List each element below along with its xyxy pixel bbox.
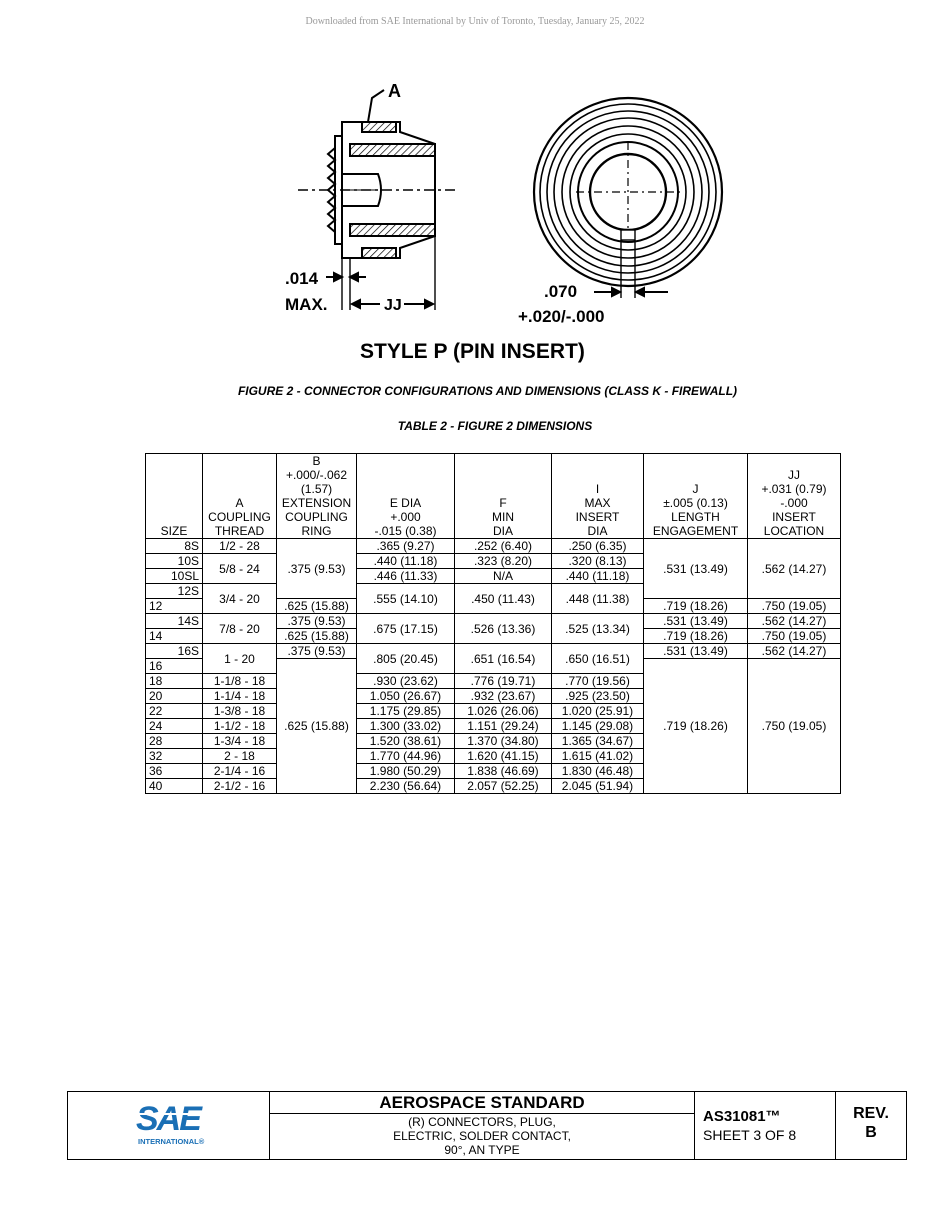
figure-caption: FIGURE 2 - CONNECTOR CONFIGURATIONS AND DIMENSIONS (CLASS K - FIREWALL): [237, 384, 738, 398]
size-cell: 12S: [146, 584, 203, 599]
header-f: F MIN DIA: [455, 454, 552, 539]
thread-cell: 1-1/4 - 18: [203, 689, 277, 704]
i-cell: 1.145 (29.08): [552, 719, 644, 734]
svg-text:SAE: SAE: [136, 1100, 200, 1138]
f-cell: 1.838 (46.69): [455, 764, 552, 779]
jj-cell: .562 (14.27): [748, 614, 841, 629]
thread-cell: 1-1/8 - 18: [203, 674, 277, 689]
size-cell: 18: [146, 674, 203, 689]
i-cell: .770 (19.56): [552, 674, 644, 689]
size-cell: 14S: [146, 614, 203, 629]
f-cell: .450 (11.43): [455, 584, 552, 614]
f-cell: 1.370 (34.80): [455, 734, 552, 749]
size-cell: 14: [146, 629, 203, 644]
svg-text:A: A: [388, 81, 401, 101]
b-cell: .625 (15.88): [277, 629, 357, 644]
thread-cell: 1-3/8 - 18: [203, 704, 277, 719]
size-cell: 10S: [146, 554, 203, 569]
e-cell: 1.980 (50.29): [357, 764, 455, 779]
b-cell: .375 (9.53): [277, 539, 357, 599]
standard-title: AEROSPACE STANDARD: [270, 1092, 694, 1114]
download-watermark: Downloaded from SAE International by Univ of Toronto, Tuesday, January 25, 2022: [305, 16, 645, 27]
size-cell: 32: [146, 749, 203, 764]
size-cell: 22: [146, 704, 203, 719]
f-cell: .776 (19.71): [455, 674, 552, 689]
table-row: [146, 614, 841, 629]
j-cell: .531 (13.49): [644, 539, 748, 599]
i-cell: 1.020 (25.91): [552, 704, 644, 719]
f-cell: 2.057 (52.25): [455, 779, 552, 794]
i-cell: .440 (11.18): [552, 569, 644, 584]
size-cell: 36: [146, 764, 203, 779]
f-cell: .252 (6.40): [455, 539, 552, 554]
e-cell: .930 (23.62): [357, 674, 455, 689]
header-size: SIZE: [146, 454, 203, 539]
e-cell: 1.300 (33.02): [357, 719, 455, 734]
size-cell: 16S: [146, 644, 203, 659]
front-view: [534, 98, 722, 298]
f-cell: 1.151 (29.24): [455, 719, 552, 734]
jj-cell: .750 (19.05): [748, 599, 841, 614]
connector-drawing: [280, 78, 740, 368]
i-cell: .320 (8.13): [552, 554, 644, 569]
thread-cell: 7/8 - 20: [203, 614, 277, 644]
thread-cell: 2-1/4 - 16: [203, 764, 277, 779]
table-row: [146, 644, 841, 659]
sae-logo-cell: [68, 1092, 270, 1159]
table-row: [146, 539, 841, 554]
document-description: (R) CONNECTORS, PLUG, ELECTRIC, SOLDER CONTACT, 90°, AN TYPE: [393, 1115, 571, 1157]
i-cell: .925 (23.50): [552, 689, 644, 704]
j-cell: .531 (13.49): [644, 614, 748, 629]
i-cell: 1.830 (46.48): [552, 764, 644, 779]
j-cell: .719 (18.26): [644, 659, 748, 794]
thread-cell: 2-1/2 - 16: [203, 779, 277, 794]
j-cell: .531 (13.49): [644, 644, 748, 659]
dim-070-label: .070: [544, 282, 578, 301]
jj-cell: .562 (14.27): [748, 644, 841, 659]
size-cell: 12: [146, 599, 203, 614]
f-cell: .651 (16.54): [455, 644, 552, 674]
e-cell: .675 (17.15): [357, 614, 455, 644]
thread-cell: 1-3/4 - 18: [203, 734, 277, 749]
header-a: A COUPLING THREAD: [203, 454, 277, 539]
e-cell: .365 (9.27): [357, 539, 455, 554]
header-e: E DIA +.000 -.015 (0.38): [357, 454, 455, 539]
size-cell: 20: [146, 689, 203, 704]
header-jj: JJ +.031 (0.79) -.000 INSERT LOCATION: [748, 454, 841, 539]
dim-max-label: MAX.: [285, 295, 328, 314]
b-cell: .375 (9.53): [277, 644, 357, 659]
sheet-number: SHEET 3 OF 8: [703, 1127, 797, 1143]
dim-014-label: .014: [285, 269, 319, 288]
sae-logo: [68, 1092, 269, 1159]
size-cell: 8S: [146, 539, 203, 554]
revision-cell: [836, 1092, 906, 1159]
jj-cell: .750 (19.05): [748, 659, 841, 794]
header-j: J ±.005 (0.13) LENGTH ENGAGEMENT: [644, 454, 748, 539]
f-cell: N/A: [455, 569, 552, 584]
dim-014: [326, 273, 366, 281]
jj-cell: .750 (19.05): [748, 629, 841, 644]
style-label: STYLE P (PIN INSERT): [360, 340, 585, 363]
side-view: [298, 122, 458, 310]
callout-a: [368, 81, 401, 122]
f-cell: 1.620 (41.15): [455, 749, 552, 764]
dim-tolerance-label: +.020/-.000: [518, 307, 605, 326]
header-i: I MAX INSERT DIA: [552, 454, 644, 539]
j-cell: .719 (18.26): [644, 599, 748, 614]
size-cell: 10SL: [146, 569, 203, 584]
document-number: AS31081™: [703, 1108, 781, 1125]
size-cell: 16: [146, 659, 203, 674]
i-cell: .250 (6.35): [552, 539, 644, 554]
f-cell: .932 (23.67): [455, 689, 552, 704]
b-cell: .625 (15.88): [277, 599, 357, 614]
e-cell: 1.520 (38.61): [357, 734, 455, 749]
f-cell: .323 (8.20): [455, 554, 552, 569]
i-cell: 1.615 (41.02): [552, 749, 644, 764]
e-cell: .446 (11.33): [357, 569, 455, 584]
e-cell: 2.230 (56.64): [357, 779, 455, 794]
e-cell: 1.770 (44.96): [357, 749, 455, 764]
e-cell: .440 (11.18): [357, 554, 455, 569]
jj-cell: .562 (14.27): [748, 539, 841, 599]
b-cell: .625 (15.88): [277, 659, 357, 794]
e-cell: .805 (20.45): [357, 644, 455, 674]
header-row: [146, 454, 841, 539]
thread-cell: 1 - 20: [203, 644, 277, 674]
dimensions-table: [145, 453, 841, 794]
e-cell: 1.175 (29.85): [357, 704, 455, 719]
table-caption: TABLE 2 - FIGURE 2 DIMENSIONS: [397, 419, 593, 433]
e-cell: 1.050 (26.67): [357, 689, 455, 704]
i-cell: .525 (13.34): [552, 614, 644, 644]
size-cell: 28: [146, 734, 203, 749]
i-cell: 1.365 (34.67): [552, 734, 644, 749]
dim-jj-label: JJ: [384, 297, 402, 314]
size-cell: 40: [146, 779, 203, 794]
thread-cell: 1-1/2 - 18: [203, 719, 277, 734]
f-cell: .526 (13.36): [455, 614, 552, 644]
revision-label: REV.: [853, 1105, 889, 1122]
e-cell: .555 (14.10): [357, 584, 455, 614]
f-cell: 1.026 (26.06): [455, 704, 552, 719]
size-cell: 24: [146, 719, 203, 734]
title-cell: [270, 1092, 695, 1159]
i-cell: .650 (16.51): [552, 644, 644, 674]
i-cell: 2.045 (51.94): [552, 779, 644, 794]
thread-cell: 2 - 18: [203, 749, 277, 764]
svg-text:INTERNATIONAL®: INTERNATIONAL®: [138, 1137, 205, 1146]
thread-cell: 3/4 - 20: [203, 584, 277, 614]
title-block: [67, 1091, 907, 1160]
dim-070: [594, 288, 668, 296]
thread-cell: 5/8 - 24: [203, 554, 277, 584]
document-number-cell: [695, 1092, 836, 1159]
header-b: B +.000/-.062 (1.57) EXTENSION COUPLING RING: [277, 454, 357, 539]
j-cell: .719 (18.26): [644, 629, 748, 644]
revision-value: B: [865, 1124, 877, 1141]
thread-cell: 1/2 - 28: [203, 539, 277, 554]
b-cell: .375 (9.53): [277, 614, 357, 629]
i-cell: .448 (11.38): [552, 584, 644, 614]
